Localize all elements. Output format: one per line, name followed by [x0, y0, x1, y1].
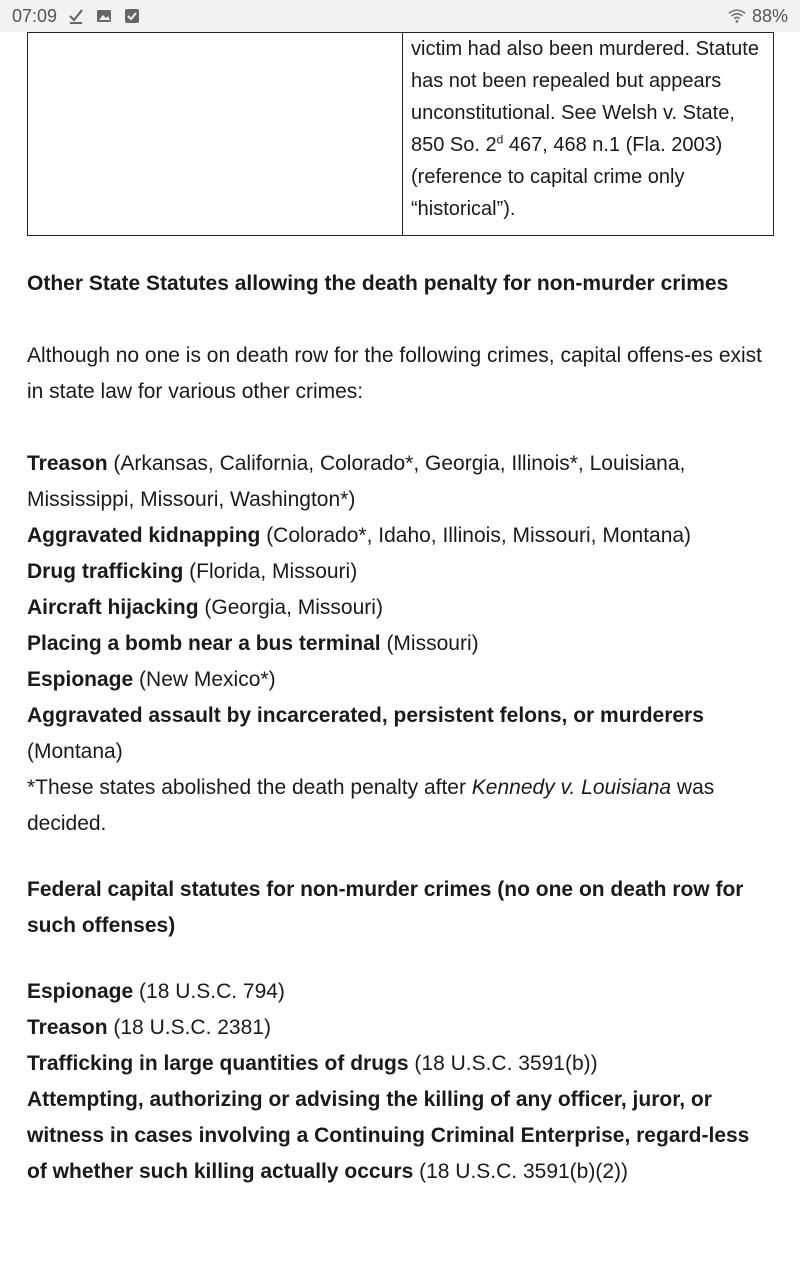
cell-text: victim had also been murdered. Statute has not been repealed but appears unconstitutional. See Welsh v. State, 850 So. 2 [411, 38, 759, 156]
image-icon [95, 7, 113, 25]
list-item: Aggravated kidnapping (Colorado*, Idaho, Illinois, Missouri, Montana) [27, 524, 692, 547]
section-heading-federal: Federal capital statutes for non-murder crimes (no one on death row for such offenses) [27, 878, 744, 937]
list-item: Drug trafficking (Florida, Missouri) [27, 560, 358, 583]
section-heading-other-states: Other State Statutes allowing the death penalty for non-murder crimes [27, 272, 729, 295]
list-item: Treason (18 U.S.C. 2381) [27, 1016, 271, 1039]
cell-text-end: 467, 468 n.1 (Fla. 2003) (reference to capital crime only “historical”). [411, 134, 723, 220]
table-row [28, 33, 774, 236]
battery-level: 88% [751, 5, 788, 26]
footnote: *These states abolished the death penalty after Kennedy v. Louisiana was decided. [27, 776, 715, 835]
wifi-icon [728, 7, 746, 25]
superscript: d [496, 132, 504, 147]
list-item: Aggravated assault by incarcerated, persistent felons, or murderers (Montana) [27, 704, 704, 763]
list-item: Aircraft hijacking (Georgia, Missouri) [27, 596, 383, 619]
list-item: Espionage (18 U.S.C. 794) [27, 980, 285, 1003]
article-content [27, 32, 773, 1190]
list-item: Attempting, authorizing or advising the killing of any officer, juror, or witness in cases involving a Continuing Criminal Enterprise, regard-less of whether such killing actually occurs (18 U.S.C. 3591(b)(2)) [27, 1088, 750, 1183]
list-item: Trafficking in large quantities of drugs (18 U.S.C. 3591(b)) [27, 1052, 598, 1075]
statute-table [27, 32, 774, 236]
list-item: Espionage (New Mexico*) [27, 668, 276, 691]
intro-paragraph: Although no one is on death row for the following crimes, capital offens-es exist in state law for various other crimes: [27, 344, 763, 403]
list-item: Placing a bomb near a bus terminal (Missouri) [27, 632, 479, 655]
case-name: Kennedy v. Louisiana [471, 776, 672, 799]
clock: 07:09 [12, 5, 58, 26]
federal-crime-list [27, 974, 773, 1190]
checkbox-icon [123, 7, 141, 25]
list-item: Treason (Arkansas, California, Colorado*, Georgia, Illinois*, Louisiana, Mississippi, Missouri, Washington*) [27, 452, 686, 511]
table-cell-left [28, 33, 403, 236]
state-crime-list [27, 446, 773, 842]
status-bar [0, 0, 800, 32]
table-cell-right [403, 33, 774, 236]
download-done-icon [67, 7, 85, 25]
